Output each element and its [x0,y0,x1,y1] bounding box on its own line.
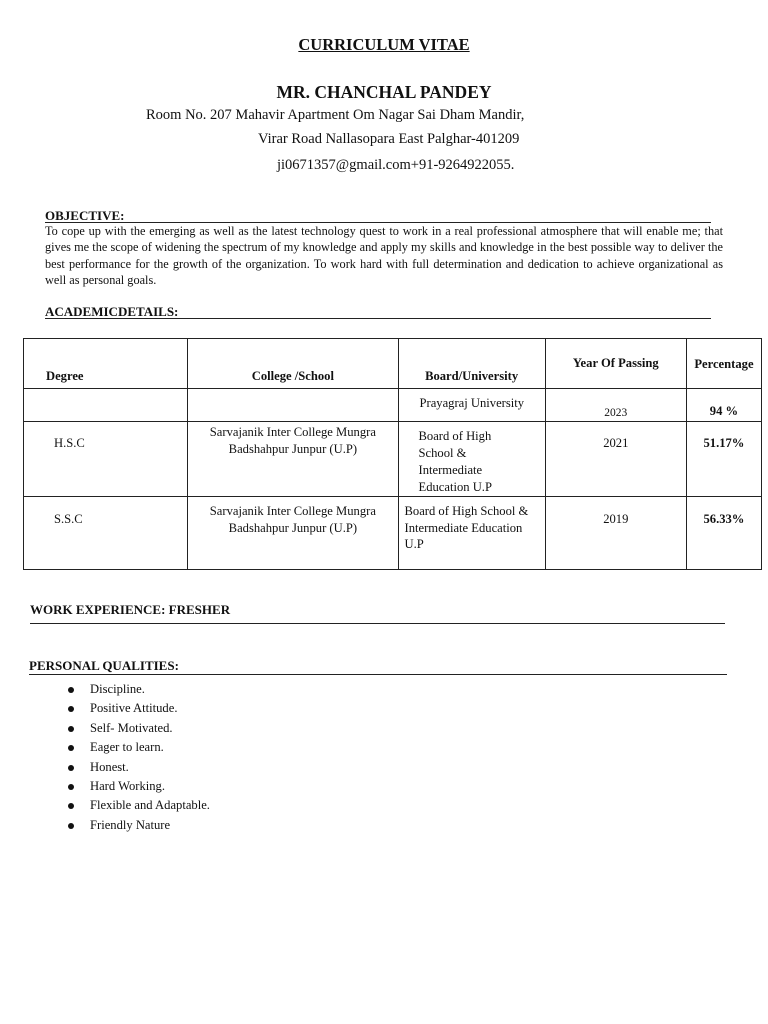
personal-qualities-rule [29,674,727,675]
header-year: Year Of Passing [545,339,686,389]
quality-text: Honest. [90,759,129,774]
cell-year: 2023 [545,389,686,422]
bullet-icon [68,803,74,809]
cell-percent: 51.17% [686,422,761,497]
document-title: CURRICULUM VITAE [298,35,470,54]
list-item [68,778,210,797]
list-item [68,759,210,778]
table-row [24,389,762,422]
work-experience-heading: WORK EXPERIENCE: FRESHER [30,602,231,617]
table-row [24,422,762,497]
header-percentage: Percentage [686,339,761,389]
list-item [68,720,210,739]
bullet-icon [68,765,74,771]
quality-text: Positive Attitude. [90,701,178,716]
bullet-icon [68,823,74,829]
academic-heading: ACADEMICDETAILS: [45,304,179,319]
quality-text: Friendly Nature [90,817,171,832]
cell-percent: 56.33% [686,497,761,570]
cell-year: 2019 [545,497,686,570]
objective-text: To cope up with the emerging as well as the latest technology quest to work in a real professional atmosphere that will enable me; that gives me the scope of widening the spectrum of my knowledge and apply my skills and knowledge in the best possible way to deliver the best performance for the growth of the organization. To work hard with full determination and dedication to achieve organizational as well as personal goals. [45,224,723,287]
cell-board: Board of High School & Intermediate Education U.P [398,422,545,497]
list-item [68,817,210,836]
bullet-icon [68,726,74,732]
address-line-2: Virar Road Nallasopara East Palghar-401209 [258,131,520,147]
cell-percent: 94 % [686,389,761,422]
address-line-1: Room No. 207 Mahavir Apartment Om Nagar Sai Dham Mandir, [146,107,525,123]
work-experience-rule [30,623,725,624]
cell-board: Prayagraj University [398,389,545,422]
candidate-name: MR. CHANCHAL PANDEY [276,82,492,102]
objective-heading: OBJECTIVE: [45,208,125,223]
cell-college: Sarvajanik Inter College Mungra Badshahpur Junpur (U.P) [188,497,398,570]
personal-qualities-list [68,681,210,836]
list-item [68,681,210,700]
personal-qualities-heading: PERSONAL QUALITIES: [29,658,179,673]
table-header-row [24,339,762,389]
header-board: Board/University [398,339,545,389]
quality-text: Eager to learn. [90,740,164,755]
quality-text: Self- Motivated. [90,720,173,735]
quality-text: Discipline. [90,682,145,696]
academic-rule [45,318,711,319]
academic-table [23,338,762,570]
table-row [24,497,762,570]
cell-college: Sarvajanik Inter College Mungra Badshahpur Junpur (U.P) [188,422,398,497]
cell-degree [24,389,188,422]
header-college: College /School [188,339,398,389]
bullet-icon [68,706,74,712]
contact-info: ji0671357@gmail.com+91-9264922055. [277,157,515,173]
bullet-icon [68,687,74,693]
cell-degree: H.S.C [24,422,188,497]
quality-text: Hard Working. [90,778,166,793]
quality-text: Flexible and Adaptable. [90,798,210,813]
bullet-icon [68,784,74,790]
cell-board: Board of High School & Intermediate Education U.P [398,497,545,570]
header-degree: Degree [24,339,188,389]
cell-college [188,389,398,422]
bullet-icon [68,745,74,751]
list-item [68,700,210,719]
list-item [68,797,210,816]
cell-degree: S.S.C [24,497,188,570]
list-item [68,739,210,758]
cell-year: 2021 [545,422,686,497]
